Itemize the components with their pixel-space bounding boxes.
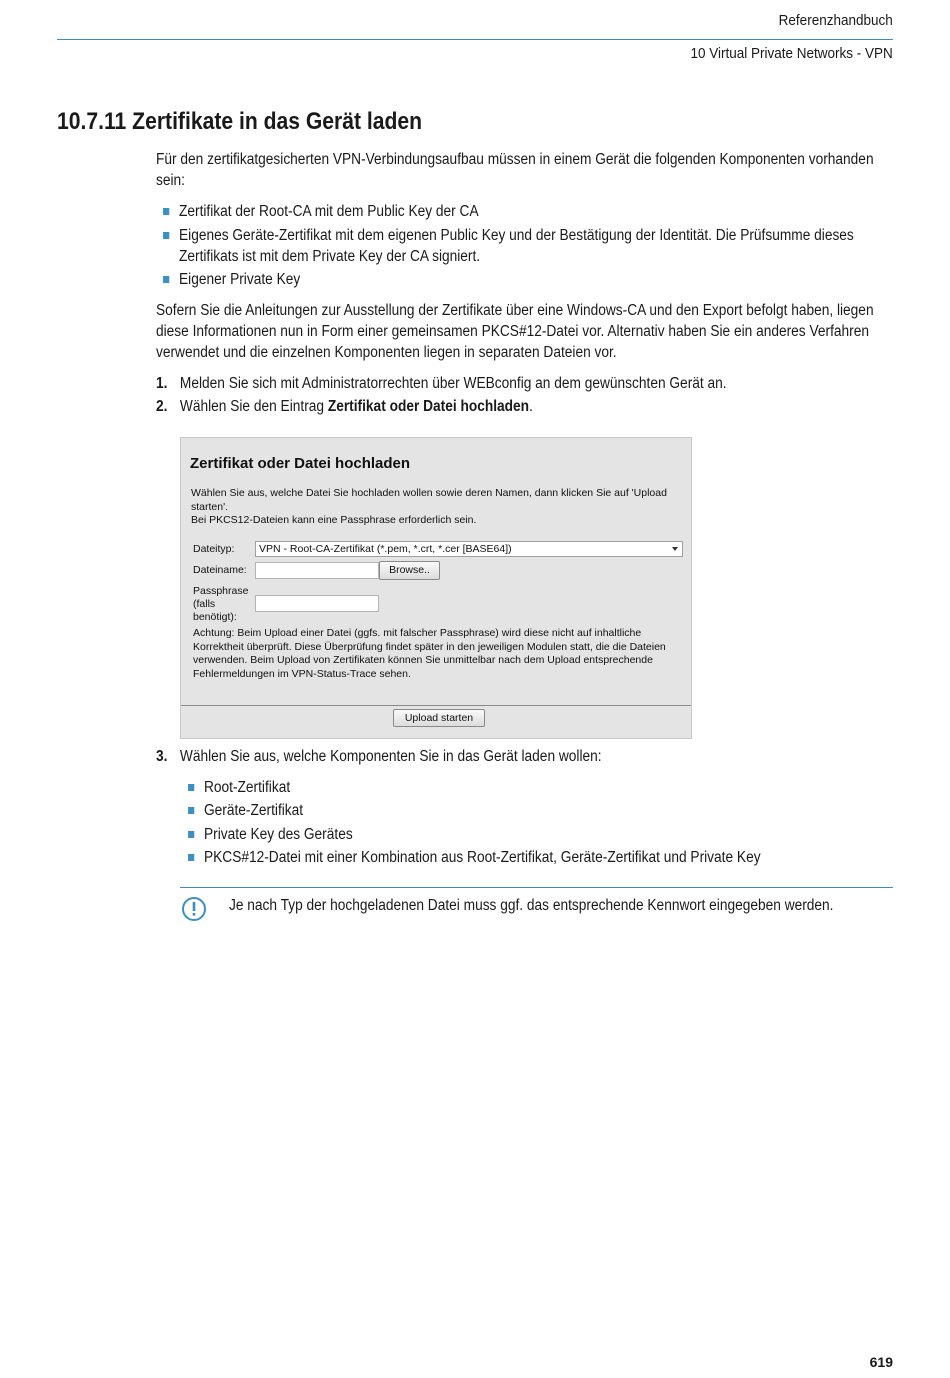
list-item xyxy=(204,777,290,798)
bullet-square-icon xyxy=(188,807,194,814)
note-divider xyxy=(180,887,893,888)
browse-button[interactable]: Browse.. xyxy=(379,561,440,580)
step-number: 3. xyxy=(156,748,168,765)
info-circle-icon xyxy=(181,896,207,922)
menu-entry-name: Zertifikat oder Datei hochladen xyxy=(327,398,530,415)
filename-label: Dateiname: xyxy=(193,564,247,576)
upload-warning: Achtung: Beim Upload einer Datei (ggfs. mit falscher Passphrase) wird diese nicht auf inhaltliche Korrektheit überprüft. Diese Überprüfung findet später in den jeweiligen Modulen statt, die die Dateien verwenden. Beim Upload von Zertifikaten können Sie unmittelbar nach dem Upload entsprechende Fehlermeldungen im VPN-Status-Trace sehen. xyxy=(193,627,666,680)
list-item xyxy=(204,847,761,868)
header-divider xyxy=(57,39,893,40)
filename-input[interactable] xyxy=(255,562,379,579)
list-item-text: Eigenes Geräte-Zertifikat mit dem eigenen Public Key und der Bestätigung der Identität. Die Prüfsumme dieses Zertifikats ist mit dem Private Key der CA signiert. xyxy=(179,227,854,265)
bullet-square-icon xyxy=(188,831,194,838)
filetype-select[interactable] xyxy=(255,541,683,557)
list-item-text: Zertifikat der Root-CA mit dem Public Key der CA xyxy=(179,203,479,220)
paragraph: Sofern Sie die Anleitungen zur Ausstellung der Zertifikate über eine Windows-CA und den Export befolgt haben, liegen diese Informationen nun in Form einer gemeinsamen PKCS#12-Datei vor. Alternativ haben Sie ein anderes Verfahren verwendet und die einzelnen Komponenten liegen in separaten Dateien vor. xyxy=(156,302,874,361)
list-item xyxy=(179,269,905,290)
list-item xyxy=(179,201,905,222)
bullet-square-icon xyxy=(163,208,169,215)
bullet-square-icon xyxy=(188,784,194,791)
form-divider xyxy=(181,705,691,706)
section-title: 10.7.11 Zertifikate in das Gerät laden xyxy=(57,108,423,135)
passphrase-input[interactable] xyxy=(255,595,379,612)
form-intro-line: Bei PKCS12-Dateien kann eine Passphrase erforderlich sein. xyxy=(191,514,477,526)
form-intro-line: Wählen Sie aus, welche Datei Sie hochladen wollen sowie deren Namen, dann klicken Sie auf 'Upload starten'. xyxy=(191,487,667,513)
header-book-title: Referenzhandbuch xyxy=(778,12,893,29)
list-item-text: PKCS#12-Datei mit einer Kombination aus Root-Zertifikat, Geräte-Zertifikat und Private Key xyxy=(204,849,761,866)
passphrase-label-line: benötigt): xyxy=(193,611,237,623)
passphrase-label-line: (falls xyxy=(193,598,216,610)
form-title: Zertifikat oder Datei hochladen xyxy=(190,455,411,472)
header-chapter: 10 Virtual Private Networks - VPN xyxy=(690,45,893,62)
step-text-end: . xyxy=(529,398,533,415)
bullet-square-icon xyxy=(163,276,169,283)
step-number: 1. xyxy=(156,375,168,392)
upload-form-screenshot xyxy=(180,437,692,739)
list-item-text: Eigener Private Key xyxy=(179,271,301,288)
list-item xyxy=(179,225,905,267)
list-item-text: Geräte-Zertifikat xyxy=(204,802,304,819)
step-text: Melden Sie sich mit Administratorrechten über WEBconfig an dem gewünschten Gerät an. xyxy=(179,375,727,392)
list-item-text: Private Key des Gerätes xyxy=(204,826,353,843)
chevron-down-icon[interactable] xyxy=(672,547,678,551)
step-text: Wählen Sie aus, welche Komponenten Sie in das Gerät laden wollen: xyxy=(179,748,602,765)
page-number: 619 xyxy=(869,1354,893,1370)
bullet-square-icon xyxy=(188,854,194,861)
list-item-text: Root-Zertifikat xyxy=(204,779,291,796)
note-text: Je nach Typ der hochgeladenen Datei muss ggf. das entsprechende Kennwort eingegeben werden. xyxy=(229,897,834,914)
list-item xyxy=(204,800,303,821)
list-item xyxy=(204,824,353,845)
step-1 xyxy=(156,373,727,394)
filetype-selected-value: VPN - Root-CA-Zertifikat (*.pem, *.crt, *.cer [BASE64]) xyxy=(259,543,512,555)
bullet-square-icon xyxy=(163,232,169,239)
step-2 xyxy=(156,396,533,417)
upload-start-button[interactable]: Upload starten xyxy=(393,709,485,727)
step-number: 2. xyxy=(156,398,168,415)
intro-paragraph: Für den zertifikatgesicherten VPN-Verbindungsaufbau müssen in einem Gerät die folgenden Komponenten vorhanden sein: xyxy=(156,151,874,189)
filetype-label: Dateityp: xyxy=(193,543,235,555)
form-intro xyxy=(191,487,686,528)
passphrase-label-line: Passphrase xyxy=(193,585,249,597)
step-3 xyxy=(156,746,602,767)
passphrase-label xyxy=(193,585,248,624)
step-text: Wählen Sie den Eintrag xyxy=(179,398,328,415)
